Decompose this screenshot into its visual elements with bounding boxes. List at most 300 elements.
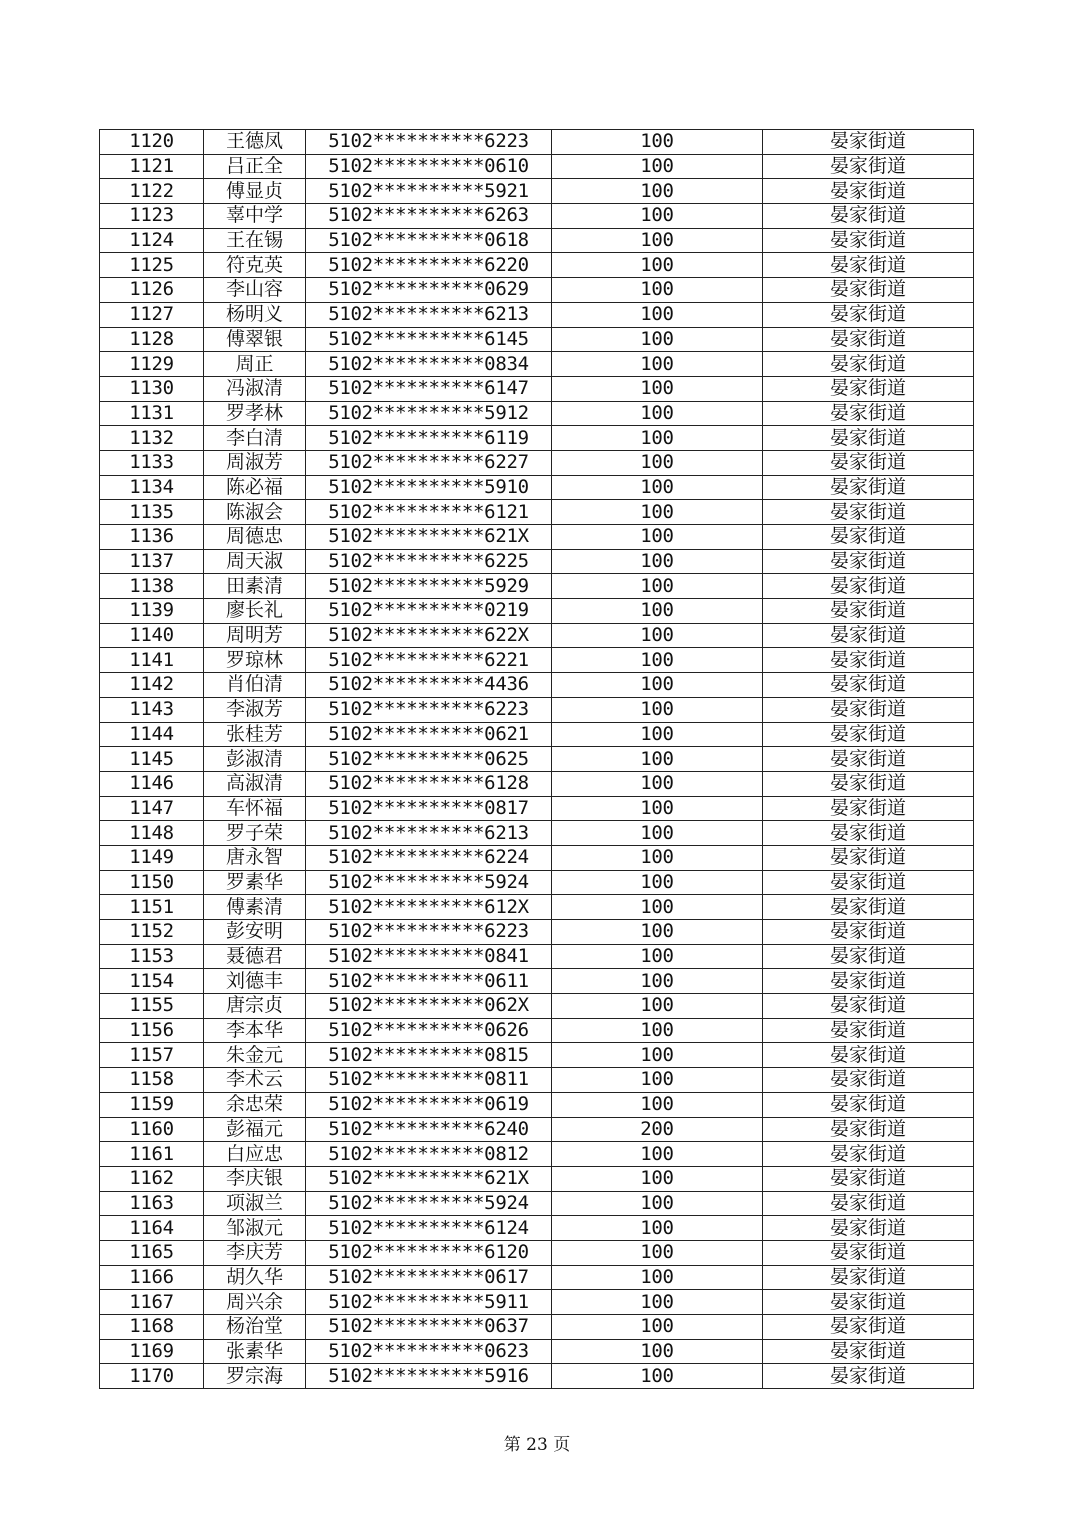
name-cell: 朱金元 xyxy=(204,1043,306,1068)
name-cell: 王在锡 xyxy=(204,228,306,253)
amount-cell: 100 xyxy=(552,1339,763,1364)
row-number-cell: 1151 xyxy=(100,895,204,920)
row-number-cell: 1142 xyxy=(100,673,204,698)
name-cell: 王德凤 xyxy=(204,130,306,155)
district-cell: 晏家街道 xyxy=(763,796,974,821)
name-cell: 唐宗贞 xyxy=(204,994,306,1019)
name-cell: 廖长礼 xyxy=(204,599,306,624)
amount-cell: 100 xyxy=(552,1265,763,1290)
district-cell: 晏家街道 xyxy=(763,1166,974,1191)
table-row xyxy=(100,1191,974,1216)
table-row xyxy=(100,1364,974,1389)
table-row xyxy=(100,130,974,155)
amount-cell: 100 xyxy=(552,450,763,475)
amount-cell: 100 xyxy=(552,747,763,772)
id-number-cell: 5102**********6128 xyxy=(306,771,552,796)
name-cell: 彭福元 xyxy=(204,1117,306,1142)
amount-cell: 100 xyxy=(552,525,763,550)
row-number-cell: 1153 xyxy=(100,944,204,969)
roster-table xyxy=(99,129,974,1389)
name-cell: 傅显贞 xyxy=(204,179,306,204)
id-number-cell: 5102**********6121 xyxy=(306,500,552,525)
amount-cell: 100 xyxy=(552,1364,763,1389)
row-number-cell: 1133 xyxy=(100,450,204,475)
id-number-cell: 5102**********0619 xyxy=(306,1092,552,1117)
district-cell: 晏家街道 xyxy=(763,302,974,327)
amount-cell: 100 xyxy=(552,302,763,327)
district-cell: 晏家街道 xyxy=(763,525,974,550)
amount-cell: 100 xyxy=(552,673,763,698)
row-number-cell: 1123 xyxy=(100,204,204,229)
district-cell: 晏家街道 xyxy=(763,1018,974,1043)
row-number-cell: 1165 xyxy=(100,1240,204,1265)
name-cell: 李庆银 xyxy=(204,1166,306,1191)
row-number-cell: 1136 xyxy=(100,525,204,550)
district-cell: 晏家街道 xyxy=(763,1142,974,1167)
district-cell: 晏家街道 xyxy=(763,475,974,500)
id-number-cell: 5102**********5911 xyxy=(306,1290,552,1315)
table-row xyxy=(100,1315,974,1340)
row-number-cell: 1126 xyxy=(100,278,204,303)
district-cell: 晏家街道 xyxy=(763,1191,974,1216)
name-cell: 陈淑会 xyxy=(204,500,306,525)
amount-cell: 100 xyxy=(552,944,763,969)
district-cell: 晏家街道 xyxy=(763,426,974,451)
id-number-cell: 5102**********0610 xyxy=(306,154,552,179)
name-cell: 彭安明 xyxy=(204,920,306,945)
id-number-cell: 5102**********6124 xyxy=(306,1216,552,1241)
row-number-cell: 1148 xyxy=(100,821,204,846)
id-number-cell: 5102**********0219 xyxy=(306,599,552,624)
table-row xyxy=(100,574,974,599)
row-number-cell: 1155 xyxy=(100,994,204,1019)
amount-cell: 100 xyxy=(552,920,763,945)
amount-cell: 100 xyxy=(552,1240,763,1265)
row-number-cell: 1160 xyxy=(100,1117,204,1142)
district-cell: 晏家街道 xyxy=(763,722,974,747)
table-row xyxy=(100,722,974,747)
district-cell: 晏家街道 xyxy=(763,1117,974,1142)
name-cell: 彭淑清 xyxy=(204,747,306,772)
name-cell: 周德忠 xyxy=(204,525,306,550)
name-cell: 项淑兰 xyxy=(204,1191,306,1216)
name-cell: 邹淑元 xyxy=(204,1216,306,1241)
name-cell: 周明芳 xyxy=(204,623,306,648)
district-cell: 晏家街道 xyxy=(763,352,974,377)
district-cell: 晏家街道 xyxy=(763,130,974,155)
amount-cell: 100 xyxy=(552,401,763,426)
name-cell: 冯淑清 xyxy=(204,376,306,401)
amount-cell: 100 xyxy=(552,623,763,648)
table-row xyxy=(100,599,974,624)
district-cell: 晏家街道 xyxy=(763,920,974,945)
id-number-cell: 5102**********0611 xyxy=(306,969,552,994)
district-cell: 晏家街道 xyxy=(763,821,974,846)
amount-cell: 100 xyxy=(552,1315,763,1340)
amount-cell: 100 xyxy=(552,352,763,377)
district-cell: 晏家街道 xyxy=(763,278,974,303)
row-number-cell: 1152 xyxy=(100,920,204,945)
row-number-cell: 1138 xyxy=(100,574,204,599)
district-cell: 晏家街道 xyxy=(763,1068,974,1093)
id-number-cell: 5102**********621X xyxy=(306,1166,552,1191)
name-cell: 李庆芳 xyxy=(204,1240,306,1265)
table-row xyxy=(100,747,974,772)
row-number-cell: 1157 xyxy=(100,1043,204,1068)
name-cell: 符克英 xyxy=(204,253,306,278)
table-row xyxy=(100,327,974,352)
district-cell: 晏家街道 xyxy=(763,648,974,673)
id-number-cell: 5102**********5924 xyxy=(306,870,552,895)
amount-cell: 100 xyxy=(552,771,763,796)
name-cell: 陈必福 xyxy=(204,475,306,500)
amount-cell: 100 xyxy=(552,697,763,722)
district-cell: 晏家街道 xyxy=(763,895,974,920)
row-number-cell: 1145 xyxy=(100,747,204,772)
table-row xyxy=(100,845,974,870)
amount-cell: 100 xyxy=(552,1290,763,1315)
id-number-cell: 5102**********5910 xyxy=(306,475,552,500)
amount-cell: 100 xyxy=(552,994,763,1019)
name-cell: 傅翠银 xyxy=(204,327,306,352)
name-cell: 罗孝林 xyxy=(204,401,306,426)
table-row xyxy=(100,1240,974,1265)
id-number-cell: 5102**********0617 xyxy=(306,1265,552,1290)
id-number-cell: 5102**********6263 xyxy=(306,204,552,229)
amount-cell: 100 xyxy=(552,327,763,352)
name-cell: 傅素清 xyxy=(204,895,306,920)
row-number-cell: 1120 xyxy=(100,130,204,155)
table-row xyxy=(100,1166,974,1191)
id-number-cell: 5102**********612X xyxy=(306,895,552,920)
id-number-cell: 5102**********0812 xyxy=(306,1142,552,1167)
table-row xyxy=(100,1068,974,1093)
id-number-cell: 5102**********0618 xyxy=(306,228,552,253)
name-cell: 李本华 xyxy=(204,1018,306,1043)
id-number-cell: 5102**********5916 xyxy=(306,1364,552,1389)
name-cell: 张桂芳 xyxy=(204,722,306,747)
id-number-cell: 5102**********0841 xyxy=(306,944,552,969)
district-cell: 晏家街道 xyxy=(763,179,974,204)
table-row xyxy=(100,771,974,796)
district-cell: 晏家街道 xyxy=(763,327,974,352)
table-row xyxy=(100,549,974,574)
row-number-cell: 1154 xyxy=(100,969,204,994)
name-cell: 聂德君 xyxy=(204,944,306,969)
name-cell: 杨治堂 xyxy=(204,1315,306,1340)
id-number-cell: 5102**********6220 xyxy=(306,253,552,278)
row-number-cell: 1144 xyxy=(100,722,204,747)
id-number-cell: 5102**********0815 xyxy=(306,1043,552,1068)
name-cell: 李山容 xyxy=(204,278,306,303)
table-row xyxy=(100,673,974,698)
table-row xyxy=(100,352,974,377)
name-cell: 周淑芳 xyxy=(204,450,306,475)
id-number-cell: 5102**********6224 xyxy=(306,845,552,870)
table-row xyxy=(100,1018,974,1043)
amount-cell: 100 xyxy=(552,130,763,155)
row-number-cell: 1159 xyxy=(100,1092,204,1117)
district-cell: 晏家街道 xyxy=(763,673,974,698)
row-number-cell: 1132 xyxy=(100,426,204,451)
name-cell: 车怀福 xyxy=(204,796,306,821)
amount-cell: 100 xyxy=(552,179,763,204)
page-number: 第 23 页 xyxy=(503,1435,571,1455)
row-number-cell: 1131 xyxy=(100,401,204,426)
district-cell: 晏家街道 xyxy=(763,1265,974,1290)
district-cell: 晏家街道 xyxy=(763,870,974,895)
table-row xyxy=(100,1216,974,1241)
name-cell: 李淑芳 xyxy=(204,697,306,722)
amount-cell: 100 xyxy=(552,376,763,401)
row-number-cell: 1158 xyxy=(100,1068,204,1093)
row-number-cell: 1122 xyxy=(100,179,204,204)
district-cell: 晏家街道 xyxy=(763,204,974,229)
district-cell: 晏家街道 xyxy=(763,623,974,648)
table-row xyxy=(100,1290,974,1315)
table-row xyxy=(100,179,974,204)
amount-cell: 100 xyxy=(552,574,763,599)
table-row xyxy=(100,969,974,994)
district-cell: 晏家街道 xyxy=(763,401,974,426)
id-number-cell: 5102**********5929 xyxy=(306,574,552,599)
amount-cell: 100 xyxy=(552,154,763,179)
name-cell: 吕正全 xyxy=(204,154,306,179)
row-number-cell: 1128 xyxy=(100,327,204,352)
row-number-cell: 1134 xyxy=(100,475,204,500)
table-row xyxy=(100,475,974,500)
amount-cell: 100 xyxy=(552,722,763,747)
id-number-cell: 5102**********0621 xyxy=(306,722,552,747)
row-number-cell: 1149 xyxy=(100,845,204,870)
name-cell: 罗琼林 xyxy=(204,648,306,673)
row-number-cell: 1130 xyxy=(100,376,204,401)
id-number-cell: 5102**********0629 xyxy=(306,278,552,303)
amount-cell: 100 xyxy=(552,870,763,895)
row-number-cell: 1170 xyxy=(100,1364,204,1389)
id-number-cell: 5102**********6223 xyxy=(306,697,552,722)
row-number-cell: 1129 xyxy=(100,352,204,377)
table-row xyxy=(100,1142,974,1167)
amount-cell: 100 xyxy=(552,475,763,500)
amount-cell: 100 xyxy=(552,1092,763,1117)
id-number-cell: 5102**********0626 xyxy=(306,1018,552,1043)
amount-cell: 100 xyxy=(552,1043,763,1068)
id-number-cell: 5102**********6221 xyxy=(306,648,552,673)
table-row xyxy=(100,697,974,722)
table-row xyxy=(100,376,974,401)
district-cell: 晏家街道 xyxy=(763,1290,974,1315)
district-cell: 晏家街道 xyxy=(763,1364,974,1389)
table-row xyxy=(100,204,974,229)
name-cell: 肖伯清 xyxy=(204,673,306,698)
district-cell: 晏家街道 xyxy=(763,1315,974,1340)
id-number-cell: 5102**********062X xyxy=(306,994,552,1019)
district-cell: 晏家街道 xyxy=(763,450,974,475)
table-row xyxy=(100,648,974,673)
row-number-cell: 1156 xyxy=(100,1018,204,1043)
table-row xyxy=(100,426,974,451)
table-row xyxy=(100,1117,974,1142)
district-cell: 晏家街道 xyxy=(763,376,974,401)
district-cell: 晏家街道 xyxy=(763,845,974,870)
id-number-cell: 5102**********0811 xyxy=(306,1068,552,1093)
id-number-cell: 5102**********4436 xyxy=(306,673,552,698)
row-number-cell: 1163 xyxy=(100,1191,204,1216)
district-cell: 晏家街道 xyxy=(763,599,974,624)
id-number-cell: 5102**********6223 xyxy=(306,130,552,155)
district-cell: 晏家街道 xyxy=(763,549,974,574)
table-row xyxy=(100,450,974,475)
amount-cell: 100 xyxy=(552,648,763,673)
amount-cell: 100 xyxy=(552,1068,763,1093)
table-row xyxy=(100,1339,974,1364)
table-row xyxy=(100,500,974,525)
table-row xyxy=(100,1043,974,1068)
district-cell: 晏家街道 xyxy=(763,253,974,278)
id-number-cell: 5102**********621X xyxy=(306,525,552,550)
district-cell: 晏家街道 xyxy=(763,994,974,1019)
id-number-cell: 5102**********6223 xyxy=(306,920,552,945)
table-row xyxy=(100,401,974,426)
district-cell: 晏家街道 xyxy=(763,228,974,253)
table-row xyxy=(100,228,974,253)
row-number-cell: 1147 xyxy=(100,796,204,821)
table-row xyxy=(100,796,974,821)
table-row xyxy=(100,1092,974,1117)
row-number-cell: 1166 xyxy=(100,1265,204,1290)
name-cell: 周正 xyxy=(204,352,306,377)
table-row xyxy=(100,895,974,920)
id-number-cell: 5102**********0637 xyxy=(306,1315,552,1340)
district-cell: 晏家街道 xyxy=(763,771,974,796)
id-number-cell: 5102**********6119 xyxy=(306,426,552,451)
amount-cell: 100 xyxy=(552,549,763,574)
district-cell: 晏家街道 xyxy=(763,1339,974,1364)
row-number-cell: 1143 xyxy=(100,697,204,722)
row-number-cell: 1127 xyxy=(100,302,204,327)
id-number-cell: 5102**********6227 xyxy=(306,450,552,475)
name-cell: 周天淑 xyxy=(204,549,306,574)
amount-cell: 100 xyxy=(552,1191,763,1216)
amount-cell: 100 xyxy=(552,1018,763,1043)
id-number-cell: 5102**********6213 xyxy=(306,821,552,846)
district-cell: 晏家街道 xyxy=(763,1092,974,1117)
row-number-cell: 1141 xyxy=(100,648,204,673)
table-row xyxy=(100,944,974,969)
id-number-cell: 5102**********0817 xyxy=(306,796,552,821)
table-row xyxy=(100,253,974,278)
name-cell: 杨明义 xyxy=(204,302,306,327)
id-number-cell: 5102**********0625 xyxy=(306,747,552,772)
name-cell: 周兴余 xyxy=(204,1290,306,1315)
district-cell: 晏家街道 xyxy=(763,574,974,599)
table-row xyxy=(100,525,974,550)
row-number-cell: 1139 xyxy=(100,599,204,624)
district-cell: 晏家街道 xyxy=(763,154,974,179)
amount-cell: 100 xyxy=(552,278,763,303)
name-cell: 罗宗海 xyxy=(204,1364,306,1389)
amount-cell: 100 xyxy=(552,821,763,846)
id-number-cell: 5102**********6145 xyxy=(306,327,552,352)
name-cell: 高淑清 xyxy=(204,771,306,796)
id-number-cell: 5102**********0623 xyxy=(306,1339,552,1364)
row-number-cell: 1135 xyxy=(100,500,204,525)
row-number-cell: 1140 xyxy=(100,623,204,648)
name-cell: 田素清 xyxy=(204,574,306,599)
table-row xyxy=(100,994,974,1019)
amount-cell: 100 xyxy=(552,500,763,525)
table-row xyxy=(100,302,974,327)
amount-cell: 100 xyxy=(552,845,763,870)
amount-cell: 100 xyxy=(552,796,763,821)
table-row xyxy=(100,870,974,895)
name-cell: 唐永智 xyxy=(204,845,306,870)
row-number-cell: 1150 xyxy=(100,870,204,895)
row-number-cell: 1146 xyxy=(100,771,204,796)
amount-cell: 200 xyxy=(552,1117,763,1142)
id-number-cell: 5102**********6120 xyxy=(306,1240,552,1265)
row-number-cell: 1169 xyxy=(100,1339,204,1364)
table-row xyxy=(100,920,974,945)
id-number-cell: 5102**********5924 xyxy=(306,1191,552,1216)
district-cell: 晏家街道 xyxy=(763,500,974,525)
row-number-cell: 1162 xyxy=(100,1166,204,1191)
id-number-cell: 5102**********6225 xyxy=(306,549,552,574)
name-cell: 张素华 xyxy=(204,1339,306,1364)
amount-cell: 100 xyxy=(552,969,763,994)
district-cell: 晏家街道 xyxy=(763,969,974,994)
row-number-cell: 1137 xyxy=(100,549,204,574)
name-cell: 罗素华 xyxy=(204,870,306,895)
district-cell: 晏家街道 xyxy=(763,1216,974,1241)
id-number-cell: 5102**********6240 xyxy=(306,1117,552,1142)
table-row xyxy=(100,154,974,179)
amount-cell: 100 xyxy=(552,599,763,624)
table-row xyxy=(100,821,974,846)
name-cell: 辜中学 xyxy=(204,204,306,229)
name-cell: 李白清 xyxy=(204,426,306,451)
amount-cell: 100 xyxy=(552,1142,763,1167)
row-number-cell: 1125 xyxy=(100,253,204,278)
district-cell: 晏家街道 xyxy=(763,944,974,969)
id-number-cell: 5102**********5912 xyxy=(306,401,552,426)
row-number-cell: 1121 xyxy=(100,154,204,179)
name-cell: 罗子荣 xyxy=(204,821,306,846)
amount-cell: 100 xyxy=(552,204,763,229)
id-number-cell: 5102**********6213 xyxy=(306,302,552,327)
district-cell: 晏家街道 xyxy=(763,697,974,722)
id-number-cell: 5102**********0834 xyxy=(306,352,552,377)
amount-cell: 100 xyxy=(552,1216,763,1241)
row-number-cell: 1124 xyxy=(100,228,204,253)
row-number-cell: 1164 xyxy=(100,1216,204,1241)
district-cell: 晏家街道 xyxy=(763,1240,974,1265)
name-cell: 余忠荣 xyxy=(204,1092,306,1117)
name-cell: 刘德丰 xyxy=(204,969,306,994)
district-cell: 晏家街道 xyxy=(763,1043,974,1068)
id-number-cell: 5102**********622X xyxy=(306,623,552,648)
id-number-cell: 5102**********6147 xyxy=(306,376,552,401)
amount-cell: 100 xyxy=(552,426,763,451)
id-number-cell: 5102**********5921 xyxy=(306,179,552,204)
amount-cell: 100 xyxy=(552,1166,763,1191)
amount-cell: 100 xyxy=(552,895,763,920)
amount-cell: 100 xyxy=(552,253,763,278)
roster-table-body xyxy=(100,130,974,1389)
table-row xyxy=(100,1265,974,1290)
name-cell: 胡久华 xyxy=(204,1265,306,1290)
